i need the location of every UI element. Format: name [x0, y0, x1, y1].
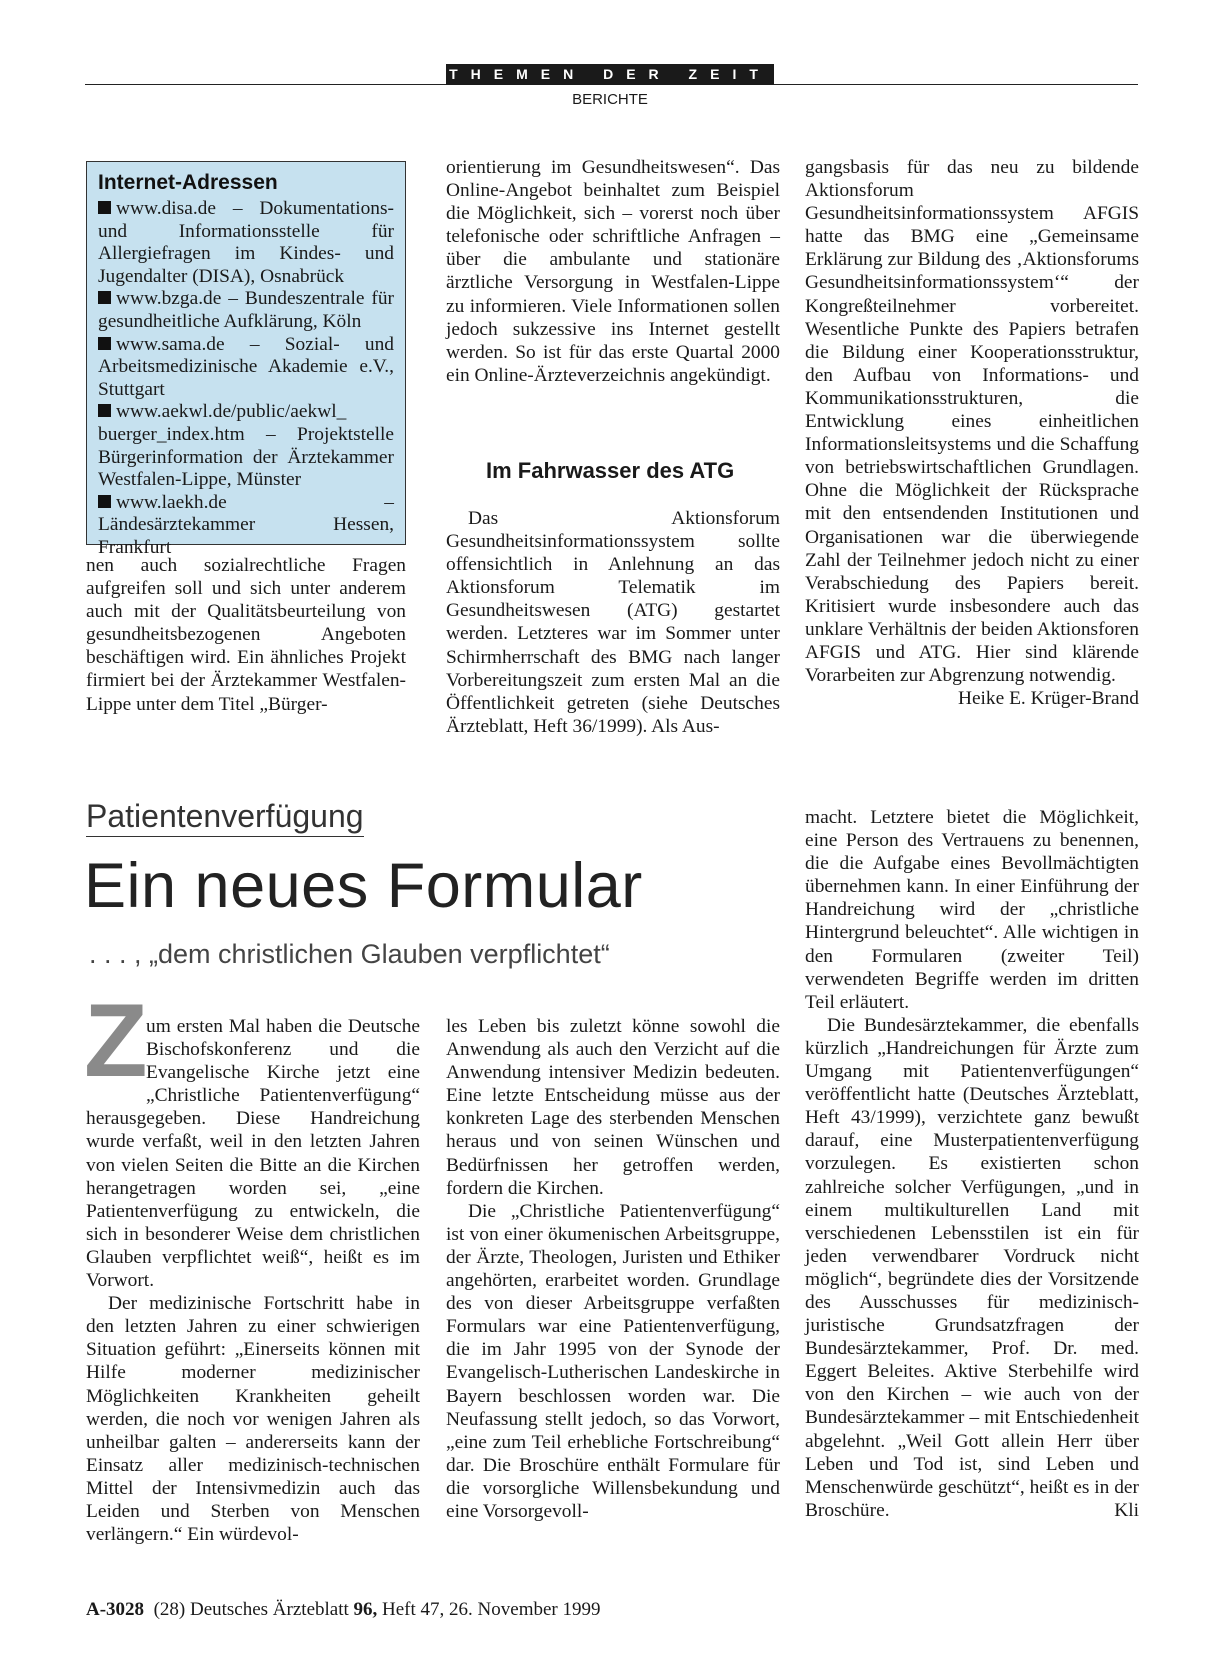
paragraph: Das Aktionsforum Gesundheitsinformationssystem sollte offensichtlich in Anlehnung an das Aktionsforum Telematik im Gesundheitswesen (ATG) gestartet werden. Letzteres war im Sommer unter Schirmherrschaft des BMG nach langer Vorbereitungszeit zum ersten Mal an die Öffentlichkeit getreten (siehe Deutsches Ärzteblatt, Heft 36/1999). Als Aus-: [446, 508, 780, 737]
article1-column-2-continued: [446, 507, 780, 738]
paragraph: macht. Letztere bietet die Möglichkeit, eine Person des Vertrauens zu benennen, die die Aufgabe eines Bevollmächtigten übernehmen kann. In einer Einführung der Handreichung wird der „christliche Hintergrund beleuchtet“. Alle wichtigen in den Formularen (zweiter Teil) verwendeten Begriffe werden im dritten Teil erläutert.: [805, 807, 1139, 1013]
infobox-title: Internet-Adressen: [98, 171, 278, 194]
paragraph: orientierung im Gesundheitswesen“. Das Online-Angebot beinhaltet zum Beispiel die Möglichkeit, sich – vorerst noch über telefonische oder schriftliche Anfragen – über die ambulante und stationäre ärztliche Versorgung in Westfalen-Lippe zu informieren. Viele Informationen sollen jedoch sukzessive ins Internet gestellt werden. So ist für das erste Quartal 2000 ein Online-Ärzteverzeichnis angekündigt.: [446, 157, 780, 386]
article1-column-3: [805, 156, 1139, 710]
section-subheading: Im Fahrwasser des ATG: [486, 458, 735, 483]
article1-column-2: [446, 156, 780, 387]
author-signature: Kli: [1114, 1499, 1139, 1521]
infobox-entry: www.disa.de – Dokumentations- und Informationsstelle für Allergiefragen im Kindes- und Jugendalter (DISA), Osnabrück: [98, 198, 394, 287]
paragraph: Die Bundesärztekammer, die ebenfalls kürzlich „Handreichungen für Ärzte zum Umgang mit Patientenverfügungen“ veröffentlicht hatte (Deutsches Ärzteblatt, Heft 43/1999), verzichtete ganz bewußt darauf, eine Musterpatientenverfügung vorzulegen. Es existierten schon zahlreiche solcher Verfügungen, „und in einem multikulturellen Land mit verschiedenen Lebensstilen ist ein für jeden verwendbarer Vordruck nicht möglich“, begründete dies der Vorsitzende des Ausschusses für medizinisch-juristische Grundsatzfragen der Bundesärztekammer, Prof. Dr. med. Eggert Beleites. Aktive Sterbehilfe wird von den Kirchen – wie auch von der Bundesärztekammer – mit Entschiedenheit abgelehnt. „Weil Gott allein Herr über Leben und Tod ist, sind Leben und Menschenwürde geschützt“, heißt es in der Broschüre. Kli: [805, 1014, 1139, 1521]
article2-column-1: [86, 1015, 420, 1546]
issue-date: Heft 47, 26. November 1999: [382, 1599, 601, 1620]
infobox-entry: www.bzga.de – Bundeszentrale für gesundheitliche Aufklärung, Köln: [98, 288, 394, 332]
bullet-square-icon: [98, 291, 111, 304]
article-headline: Ein neues Formular: [84, 851, 643, 921]
page-footer: [86, 1599, 601, 1621]
article2-column-2: [446, 1015, 780, 1523]
journal-volume: 96,: [353, 1599, 378, 1620]
author-signature: Heike E. Krüger-Brand: [957, 688, 1139, 710]
infobox-entry: www.sama.de – Sozial- und Arbeitsmedizinische Akademie e.V., Stuttgart: [98, 333, 394, 400]
internet-addresses-box: [86, 161, 406, 558]
paragraph: gangsbasis für das neu zu bildende Aktionsforum Gesundheitsinformationssystem AFGIS hatte das BMG eine „Gemeinsame Erklärung zur Bildung des ‚Aktionsforums Gesundheitsinformationssystem‘“ der Kongreßteilnehmer vorbereitet. Wesentliche Punkte des Papiers betrafen die Bildung einer Kooperationsstruktur, den Aufbau von Informations- und Kommunikationsstrukturen, die Entwicklung eines einheitlichen Informationsleitsystems und die Schaffung von betriebswirtschaftlichen Grundlagen. Ohne die Möglichkeit der Rücksprache mit den entsendenden Institutionen und Organisationen war die überwiegende Zahl der Teilnehmer jedoch nicht zu einer Verabschiedung des Papiers bereit. Kritisiert wurde insbesondere auch das unklare Verhältnis der beiden Aktionsforen AFGIS und ATG. Hier sind klärende Vorarbeiten zur Abgrenzung notwendig. Heike E. Krüger-Brand: [805, 157, 1139, 710]
bullet-square-icon: [98, 201, 111, 214]
article-subheadline: . . . , „dem christlichen Glauben verpflichtet“: [89, 939, 610, 969]
infobox-entry: www.laekh.de – Ländesärztekammer Hessen, Frankfurt: [98, 491, 394, 558]
paragraph: Die „Christliche Patientenverfügung“ ist von einer ökumenischen Arbeitsgruppe, der Ärzte, Theologen, Juristen und Ethiker angehörten, erarbeitet worden. Grundlage des von dieser Arbeitsgruppe verfaßten Formulars war eine Patientenverfügung, die im Jahr 1995 von der Synode der Evangelisch-Lutherischen Landeskirche in Bayern beschlossen worden war. Die Neufassung stellt jedoch, so das Vorwort, „eine zum Teil erhebliche Fortschreibung“ dar. Die Broschüre enthält Formulare für die vorsorgliche Willensbekundung und eine Vorsorgevoll-: [446, 1200, 780, 1522]
paragraph: Der medizinische Fortschritt habe in den letzten Jahren zu einer schwierigen Situation geführt: „Einerseits können mit Hilfe moderner medizinischer Möglichkeiten Krankheiten geheilt werden, die noch vor wenigen Jahren als unheilbar galten – andererseits kann der Einsatz aller medizinisch-technischen Mittel der Intensivmedizin auch das Leiden und Sterben von Menschen verlängern.“ Ein würdevol-: [86, 1293, 420, 1546]
bullet-square-icon: [98, 337, 111, 350]
infobox-entry: www.aekwl.de/public/aekwl_ buerger_index.htm – Projektstelle Bürgerinformation der Ärztekammer Westfalen-Lippe, Münster: [98, 401, 394, 491]
article-kicker: Patientenverfügung: [86, 797, 364, 837]
section-label: THEMEN DER ZEIT: [446, 64, 774, 85]
page-number: A-3028: [86, 1599, 145, 1620]
paragraph: um ersten Mal haben die Deutsche Bischofskonferenz und die Evangelische Kirche jetzt eine „Christliche Patientenverfügung“ herausgegeben. Diese Handreichung wurde verfaßt, weil in den letzten Jahren von vielen Seiten die Bitte an die Kirchen herangetragen worden sei, „eine Patientenverfügung zu entwickeln, die sich in besonderer Weise dem christlichen Glauben verpflichtet weiß“, heißt es im Vorwort.: [86, 1016, 420, 1292]
article1-column-1: [86, 554, 406, 716]
bullet-square-icon: [98, 495, 111, 508]
journal-name: (28) Deutsches Ärzteblatt: [153, 1599, 349, 1620]
paragraph: les Leben bis zuletzt könne sowohl die Anwendung als auch den Verzicht auf die Anwendung intensiver Medizin bedeuten. Eine letzte Entscheidung müsse aus der konkreten Lage des sterbenden Menschen heraus und von seinen Wünschen und Bedürfnissen her getroffen werden, fordern die Kirchen.: [446, 1016, 780, 1199]
article2-column-3: [805, 806, 1139, 1522]
paragraph: nen auch sozialrechtliche Fragen aufgreifen soll und sich unter anderem auch mit der Qualitätsbeurteilung von gesundheitsbezogenen Angeboten beschäftigen wird. Ein ähnliches Projekt firmiert bei der Ärztekammer Westfalen-Lippe unter dem Titel „Bürger-: [86, 555, 406, 715]
subsection-label: BERICHTE: [572, 91, 648, 108]
bullet-square-icon: [98, 404, 111, 417]
drop-cap: Z: [84, 983, 148, 1099]
